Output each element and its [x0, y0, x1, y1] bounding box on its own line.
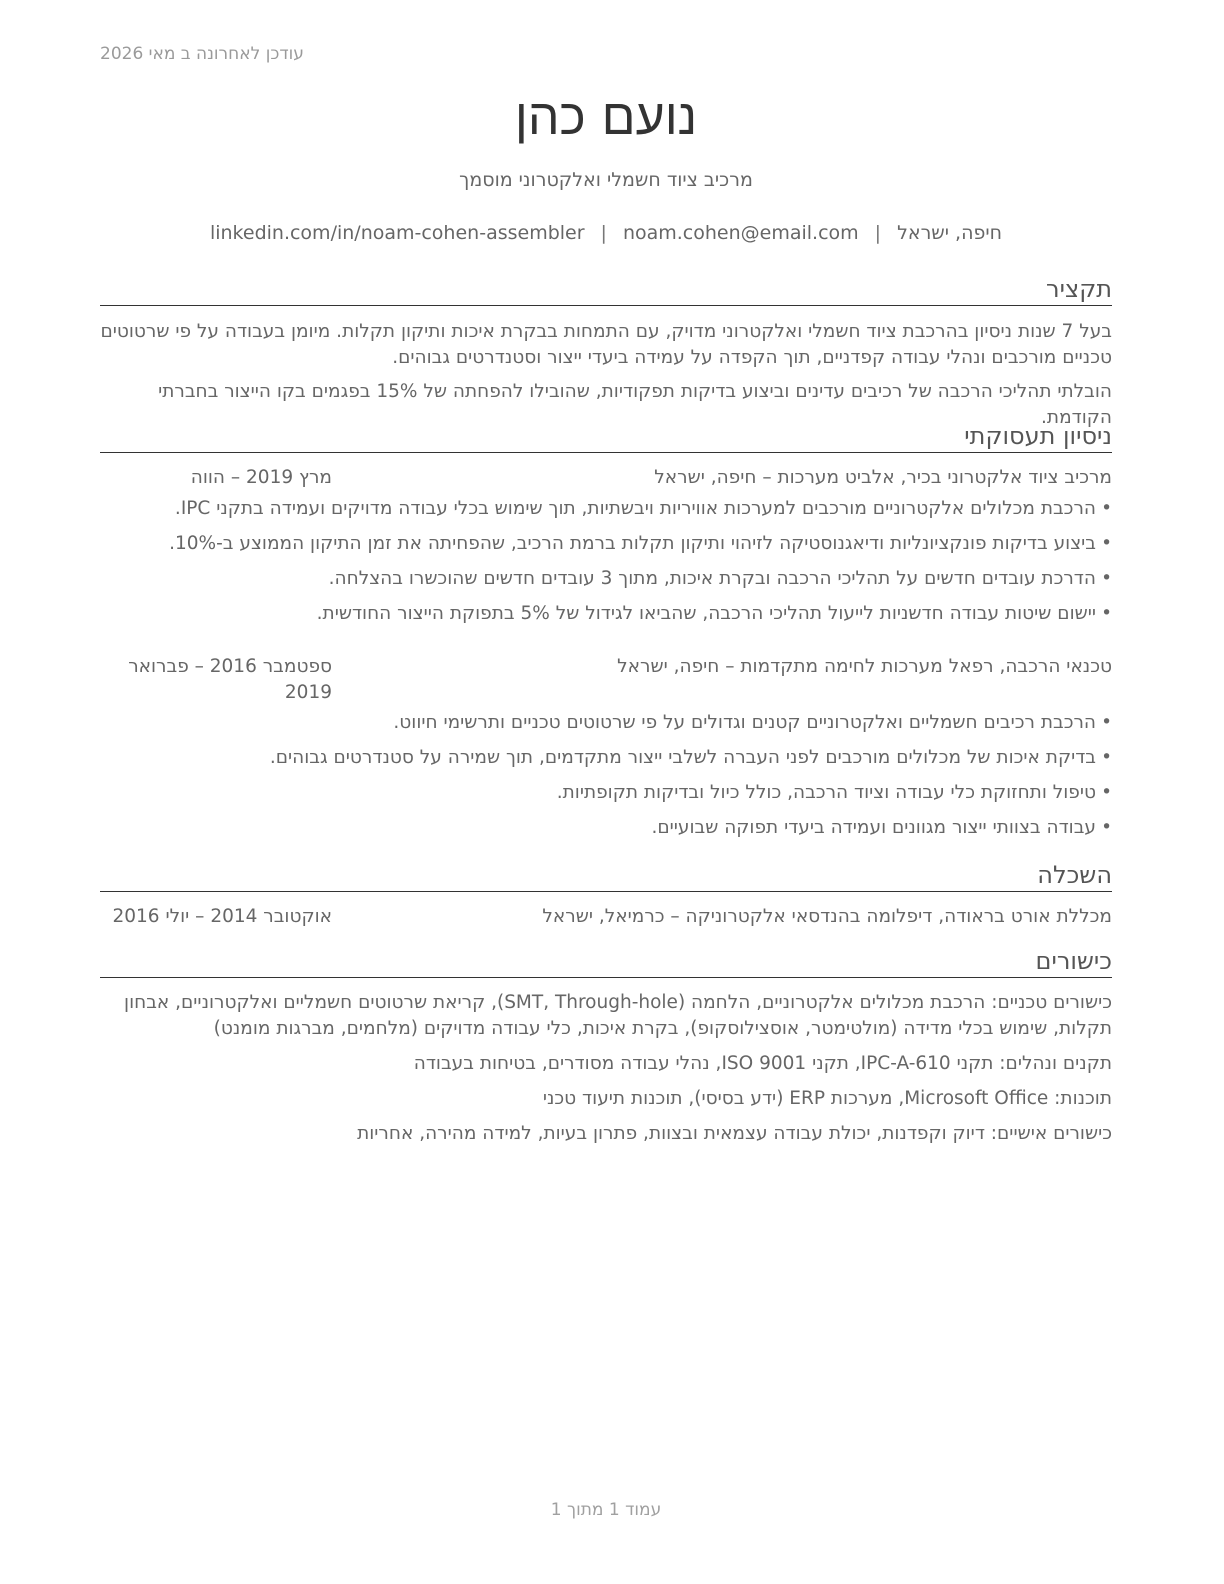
- job-dates: מרץ 2019 – הווה: [190, 467, 332, 488]
- job-dates: ספטמבר 2016 – פברואר 2019: [128, 656, 332, 703]
- summary-paragraph: הובלתי תהליכי הרכבה של רכיבים עדינים וביצוע בדיקות תפקודיות, שהובילו להפחתה של 15% בפגמים בקו הייצור בחברתי הקודמת.: [158, 381, 1112, 428]
- list-item: • ביצוע בדיקות פונקציונליות ודיאגנוסטיקה לזיהוי ותיקון תקלות ברמת הרכיב, שהפחיתה את זמן התיקון הממוצע ב-10%.: [100, 531, 1112, 557]
- skills-software: תוכנות: Microsoft Office, מערכות ERP (ידע בסיסי), תוכנות תיעוד טכני: [542, 1088, 1112, 1109]
- education-school: מכללת אורט בראודה, דיפלומה בהנדסאי אלקטרוניקה – כרמיאל, ישראל: [542, 906, 1112, 927]
- section-title-experience: ניסיון תעסוקתי: [100, 421, 1112, 453]
- bullet-dot-icon: •: [1101, 747, 1112, 768]
- resume-page: [100, 0, 1112, 1584]
- summary-paragraph: בעל 7 שנות ניסיון בהרכבת ציוד חשמלי ואלקטרוני מדויק, עם התמחות בבקרת איכות ותיקון תקלות. מיומן בעבודה על פי שרטוטים טכניים מורכבים ונהלי עבודה קפדניים, תוך הקפדה על עמידה ביעדי ייצור וסטנדרטים גבוהים.: [100, 321, 1112, 368]
- list-item: • הרכבת מכלולים אלקטרוניים מורכבים למערכות אוויריות ויבשתיות, תוך שימוש בכלי עבודה מדויקים ועמידה בתקני IPC.: [100, 496, 1112, 522]
- bullet-dot-icon: •: [1101, 712, 1112, 733]
- section-title-skills: כישורים: [100, 946, 1112, 978]
- list-item: • בדיקת איכות של מכלולים מורכבים לפני העברה לשלבי ייצור מתקדמים, תוך שמירה על סטנדרטים גבוהים.: [100, 745, 1112, 771]
- bullet-dot-icon: •: [1101, 498, 1112, 519]
- candidate-title: מרכיב ציוד חשמלי ואלקטרוני מוסמך: [459, 169, 753, 191]
- linkedin-link[interactable]: linkedin.com/in/noam-cohen-assembler: [209, 222, 585, 244]
- bullet-dot-icon: •: [1101, 533, 1112, 554]
- list-item: • הרכבת רכיבים חשמליים ואלקטרוניים קטנים וגדולים על פי שרטוטים טכניים ותרשימי חיווט.: [100, 710, 1112, 736]
- bullet-dot-icon: •: [1101, 603, 1112, 624]
- location-text: חיפה, ישראל: [897, 222, 1003, 244]
- education-dates: אוקטובר 2014 – יולי 2016: [112, 906, 332, 927]
- contact-line: [100, 222, 1112, 244]
- list-item: • יישום שיטות עבודה חדשניות לייעול תהליכי הרכבה, שהביאו לגידול של 5% בתפוקת הייצור החודשית.: [100, 601, 1112, 627]
- separator: |: [874, 222, 882, 244]
- job-role: מרכיב ציוד אלקטרוני בכיר, אלביט מערכות – חיפה, ישראל: [654, 467, 1112, 488]
- skills-technical: כישורים טכניים: הרכבת מכלולים אלקטרוניים, הלחמה (SMT, Through-hole), קריאת שרטוטים חשמליים ואלקטרוניים, אבחון תקלות, שימוש בכלי מדידה (מולטימטר, אוסצילוסקופ), בקרת איכות, כלי עבודה מדויקים (מלחמים, מברגות מומנט): [124, 992, 1112, 1039]
- job-role: טכנאי הרכבה, רפאל מערכות לחימה מתקדמות – חיפה, ישראל: [617, 656, 1112, 677]
- list-item: • טיפול ותחזוקת כלי עבודה וציוד הרכבה, כולל כיול ובדיקות תקופתיות.: [100, 780, 1112, 806]
- job-bullets: [100, 496, 1112, 636]
- bullet-dot-icon: •: [1101, 568, 1112, 589]
- section-title-education: השכלה: [100, 860, 1112, 892]
- last-updated-note: עודכן לאחרונה ב מאי 2026: [100, 44, 304, 64]
- list-item: • הדרכת עובדים חדשים על תהליכי הרכבה ובקרת איכות, מתוך 3 עובדים חדשים שהוכשרו בהצלחה.: [100, 566, 1112, 592]
- page-number: עמוד 1 מתוך 1: [550, 1500, 662, 1520]
- skills-personal: כישורים אישיים: דיוק וקפדנות, יכולת עבודה עצמאית ובצוות, פתרון בעיות, למידה מהירה, אחריות: [357, 1123, 1112, 1144]
- skills-standards: תקנים ונהלים: תקני IPC-A-610, תקני ISO 9001, נהלי עבודה מסודרים, בטיחות בעבודה: [413, 1053, 1112, 1074]
- section-title-summary: תקציר: [100, 274, 1112, 306]
- separator: |: [600, 222, 607, 244]
- list-item: • עבודה בצוותי ייצור מגוונים ועמידה ביעדי תפוקה שבועיים.: [100, 815, 1112, 841]
- email-link[interactable]: noam.cohen@email.com: [622, 222, 859, 244]
- job-bullets: [100, 710, 1112, 850]
- candidate-name: נועם כהן: [514, 88, 698, 146]
- bullet-dot-icon: •: [1101, 782, 1112, 803]
- bullet-dot-icon: •: [1101, 817, 1112, 838]
